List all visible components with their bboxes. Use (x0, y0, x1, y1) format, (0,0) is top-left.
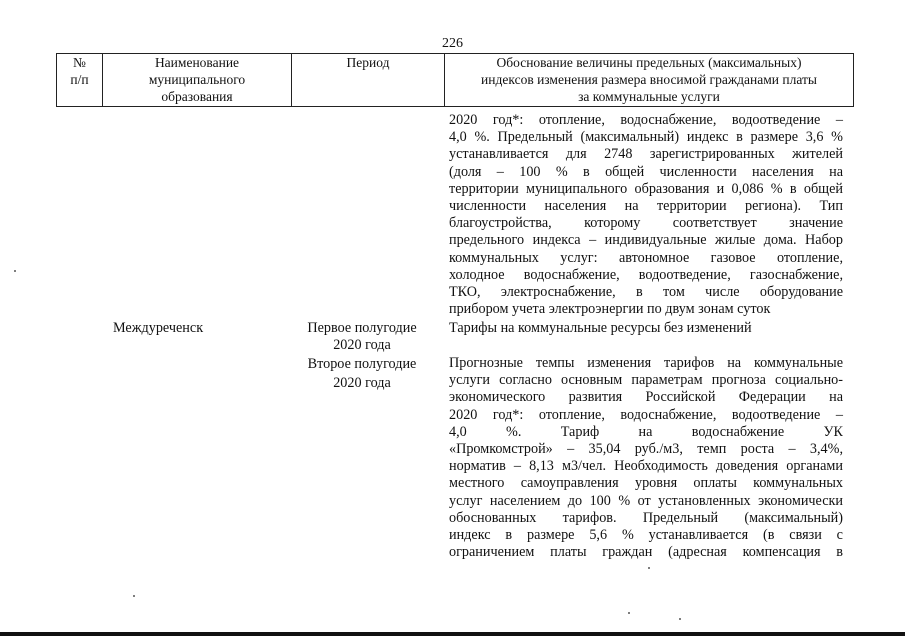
scan-speck (679, 618, 681, 620)
header-text: п/п (70, 72, 89, 87)
text-line: местного самоуправления уровня оплаты коммунальных (449, 475, 843, 492)
text-line: Прогнозные темпы изменения тарифов на коммунальные (449, 355, 843, 371)
header-justification-column (445, 54, 853, 106)
header-municipality-column (103, 54, 292, 106)
header-text: Период (346, 55, 390, 70)
scan-speck (133, 595, 135, 597)
municipality-name: Междуреченск (113, 320, 204, 336)
text-line: 4,0 %. Предельный (максимальный) индекс в размере 3,6 % (449, 129, 843, 146)
period-text: 2020 года (333, 337, 391, 354)
period-text: Первое полугодие (307, 320, 417, 336)
text-line: «Промкомстрой» – 35,04 руб./м3, темп роста – 3,4%, (449, 440, 843, 457)
text-line: численности населения на территории региона). Тип (449, 197, 843, 214)
period-first-half (294, 320, 430, 354)
text-line: территории муниципального образования и 0,086 % в общей (449, 180, 843, 197)
text-line: обоснованных тарифов. Предельный (максимальный) (449, 509, 843, 526)
text-line: предельного индекса – индивидуальные жилые дома. Набор (449, 232, 843, 249)
text-line: ограничением платы граждан (адресная компенсация в (449, 544, 843, 561)
bottom-border (0, 632, 905, 636)
period-text: 2020 года (333, 374, 391, 391)
period-text: Второе полугодие (307, 356, 417, 372)
text-line: (доля – 100 % в общей численности населения на (449, 163, 843, 180)
text-line: устанавливается для 2748 зарегистрированных жителей (449, 146, 843, 163)
header-text: за коммунальные услуги (578, 89, 720, 104)
scan-speck (628, 612, 630, 614)
text-line: 4,0 %. Тариф на водоснабжение УК (449, 423, 843, 440)
text-line: экономического развития Российской Федерации на (449, 389, 843, 406)
header-text: Наименование (154, 55, 240, 70)
scan-speck (14, 270, 16, 272)
header-number-column (57, 54, 103, 106)
text-line: холодное водоснабжение, водоотведение, газоснабжение, (449, 266, 843, 283)
page-number: 226 (442, 36, 463, 51)
header-text: муниципального (148, 72, 246, 87)
text-line: индекс в размере 5,6 % устанавливается (в связи с (449, 526, 843, 543)
text-line: 2020 год*: отопление, водоснабжение, водоотведение – (449, 112, 843, 128)
header-text: № (73, 55, 86, 70)
text-line: услуги согласно основным параметрам прогноза социально- (449, 372, 843, 389)
justification-block-2 (449, 320, 843, 337)
text-line: услуг населением до 100 % от установленных экономически (449, 492, 843, 509)
text-line: ТКО, электроснабжение, в том числе оборудование (449, 283, 843, 300)
text-line: Тарифы на коммунальные ресурсы без изменений (449, 320, 752, 336)
justification-block-3 (449, 355, 843, 561)
header-text: образования (161, 89, 233, 104)
scan-speck (648, 567, 650, 569)
text-line: прибором учета электроэнергии по двум зонам суток (449, 301, 771, 318)
header-text: Обоснование величины предельных (максимальных) (496, 55, 802, 70)
text-line: благоустройства, которому соответствует значение (449, 215, 843, 232)
text-line: норматив – 8,13 м3/чел. Необходимость доведения органами (449, 458, 843, 475)
period-second-half (294, 355, 430, 392)
header-period-column (292, 54, 445, 106)
justification-block-1 (449, 112, 843, 318)
table-header (56, 53, 854, 107)
header-text: индексов изменения размера вносимой гражданами платы (481, 72, 817, 87)
text-line: 2020 год*: отопление, водоснабжение, водоотведение – (449, 406, 843, 423)
text-line: коммунальных услуг: автономное газовое отопление, (449, 249, 843, 266)
